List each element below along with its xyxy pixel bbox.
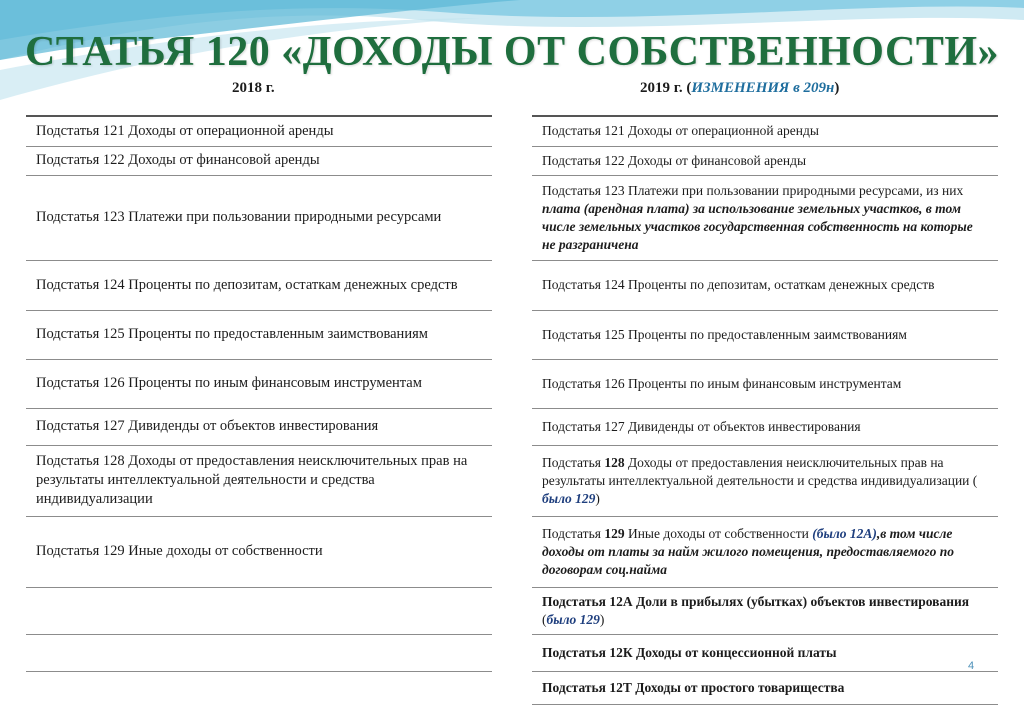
table-row-121: Подстатья 121 Доходы от операционной аренды [532,116,998,146]
table-row-12a [532,587,998,634]
table-row-128 [532,445,998,516]
row-128-number: 128 [604,454,625,470]
row-12a-paren-open: ( [542,611,547,627]
table-row-126: Подстатья 126 Проценты по иным финансовым инструментам [26,359,492,408]
table-row-121: Подстатья 121 Доходы от операционной аренды [26,116,492,146]
row-12a-text: Подстатья 12А Доли в прибылях (убытках) объектов инвестирования [542,593,970,609]
row-123-emphasis: плата (арендная плата) за использование земельных участков, в том числе земельных участков государственная собственность на которые не разграничена [542,200,973,252]
changes-note: ИЗМЕНЕНИЯ в 209н [691,80,835,96]
table-2018 [26,115,492,672]
row-128-text-b: Доходы от предоставления неисключительных прав на результаты интеллектуальной деятельности и средства индивидуализации ( [542,454,978,488]
table-row-129: Подстатья 129 Иные доходы от собственности [26,516,492,587]
table-row-128: Подстатья 128 Доходы от предоставления неисключительных прав на результаты интеллектуальной деятельности и средства индивидуализации [26,445,492,516]
year-2019-prefix: 2019 г. ( [640,80,692,96]
table-row-125: Подстатья 125 Проценты по предоставленным заимствованиям [26,310,492,359]
row-129-text-b: Иные доходы от собственности [624,525,813,541]
row-12a-paren-close: ) [599,611,605,627]
row-123-text: Подстатья 123 Платежи при пользовании природными ресурсами, из них [542,182,964,198]
page-title: СТАТЬЯ 120 «ДОХОДЫ ОТ СОБСТВЕННОСТИ» [24,29,1000,75]
row-129-emphasis: ,в том числе доходы от платы за найм жилого помещения, предоставляемого по договорам соц.найма [542,525,955,577]
row-128-text-c: ) [595,490,600,506]
table-row-122: Подстатья 122 Доходы от финансовой аренды [532,146,998,175]
table-row-129 [532,516,998,587]
table-row-12k: Подстатья 12К Доходы от концессионной платы [532,634,998,671]
table-2019 [532,115,998,705]
table-row-124: Подстатья 124 Проценты по депозитам, остаткам денежных средств [26,260,492,310]
table-row-127: Подстатья 127 Дивиденды от объектов инвестирования [26,408,492,445]
table-row-empty [26,634,492,671]
row-128-text-a: Подстатья [542,454,605,470]
year-2018-heading: 2018 г. [232,80,275,96]
row-129-reference: (было 12А) [812,525,877,541]
table-row-123: Подстатья 123 Платежи при пользовании природными ресурсами [26,175,492,260]
table-row-124: Подстатья 124 Проценты по депозитам, остаткам денежных средств [532,260,998,310]
row-128-reference: было 129 [542,490,596,506]
row-12a-reference: было 129 [546,611,600,627]
row-129-text-a: Подстатья [542,525,605,541]
table-row-126: Подстатья 126 Проценты по иным финансовым инструментам [532,359,998,408]
page-number: 4 [968,660,975,672]
row-129-number: 129 [604,525,625,541]
table-row-122: Подстатья 122 Доходы от финансовой аренды [26,146,492,175]
table-row-12t: Подстатья 12Т Доходы от простого товарищества [532,671,998,704]
table-row-empty [26,587,492,634]
year-2019-heading [640,80,839,97]
table-row-127: Подстатья 127 Дивиденды от объектов инвестирования [532,408,998,445]
table-row-123 [532,175,998,260]
year-2019-suffix: ) [834,80,840,96]
table-row-125: Подстатья 125 Проценты по предоставленным заимствованиям [532,310,998,359]
